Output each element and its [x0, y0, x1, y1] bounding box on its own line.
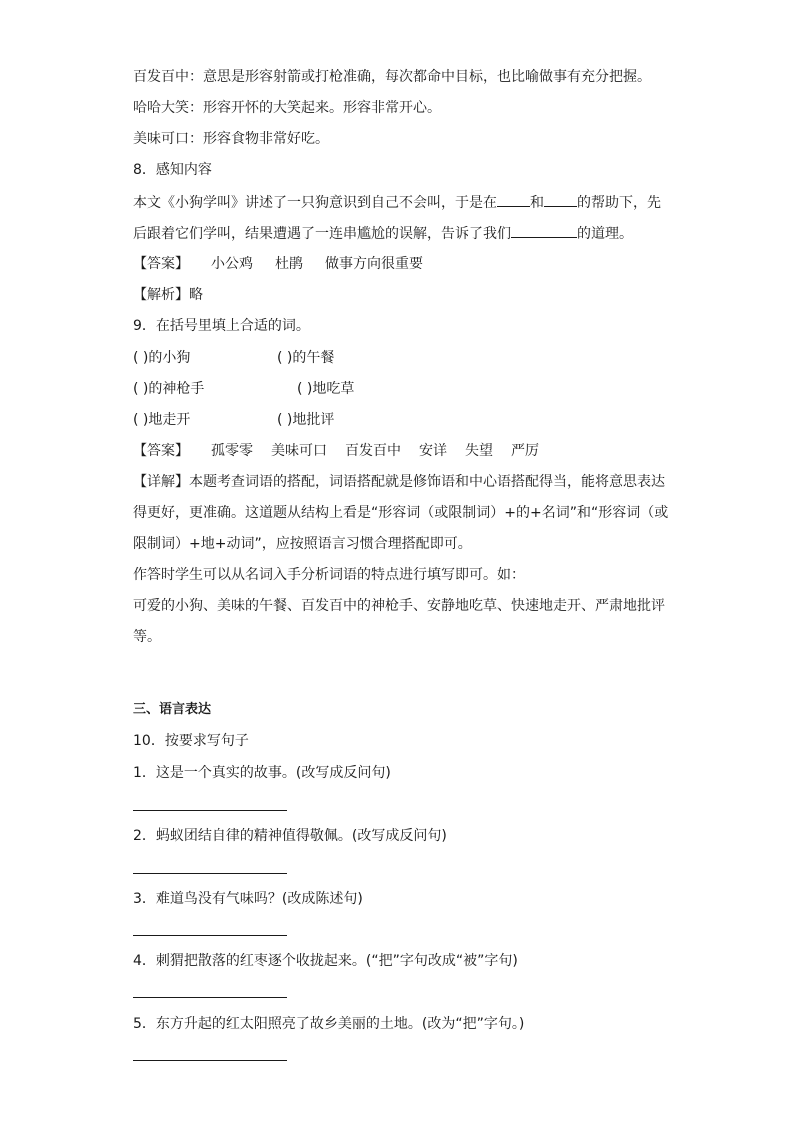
answer-item: 小公鸡: [211, 256, 253, 272]
q10-answer-line-2[interactable]: [133, 873, 287, 874]
section-3-heading: 三、语言表达: [133, 702, 212, 717]
answer-item: 杜鹃: [275, 256, 303, 272]
q8-text2-part-b: 的道理。: [577, 226, 633, 242]
q10-answer-line-5[interactable]: [133, 1060, 287, 1061]
idiom-explanation-baifa: 百发百中：意思是形容射箭或打枪准确，每次都命中目标，也比喻做事有充分把握。: [133, 69, 651, 85]
answer-item: 孤零零: [211, 443, 253, 459]
question-8-text-line2: [133, 223, 633, 244]
question-9-detail-line5: 可爱的小狗、美味的午餐、百发百中的神枪手、安静地吃草、快速地走开、严肃地批评: [133, 598, 665, 614]
answer-item: 百发百中: [345, 443, 401, 459]
answer-item: 失望: [465, 443, 493, 459]
q10-answer-line-4[interactable]: [133, 997, 287, 998]
detail-label: 【详解】: [133, 474, 189, 490]
detail-text: 本题考查词语的搭配，词语搭配就是修饰语和中心语搭配得当，能将意思表达: [189, 474, 665, 490]
q8-text2-part-a: 后跟着它们学叫，结果遭遇了一连串尴尬的误解，告诉了我们: [133, 226, 511, 242]
question-10-title: 10．按要求写句子: [133, 733, 249, 749]
question-8-text-line1: [133, 192, 661, 213]
answer-label: 【答案】: [133, 443, 189, 459]
q8-text-part-c: 的帮助下，先: [577, 195, 661, 211]
q10-item-5: 5．东方升起的红太阳照亮了故乡美丽的土地。(改为“把”字句。): [133, 1016, 525, 1032]
question-8-answer: [133, 254, 423, 274]
q8-blank-1[interactable]: [497, 192, 530, 207]
q8-blank-3[interactable]: [511, 223, 577, 238]
q10-item-1: 1．这是一个真实的故事。(改写成反问句): [133, 765, 391, 781]
q8-text-part-b: 和: [530, 195, 544, 211]
idiom-explanation-haha: 哈哈大笑：形容开怀的大笑起来。形容非常开心。: [133, 100, 441, 116]
q10-answer-line-3[interactable]: [133, 935, 287, 936]
q9-row1-col2: ( )的午餐: [277, 350, 335, 366]
q9-row3-col2: ( )地批评: [277, 412, 335, 428]
question-8-title: 8．感知内容: [133, 162, 212, 178]
question-9-answer: [133, 441, 539, 461]
q9-row2-col2: ( )地吃草: [297, 381, 355, 397]
q9-row2-col1: ( )的神枪手: [133, 381, 205, 397]
analysis-text: 略: [189, 287, 203, 303]
question-9-detail-line1: [133, 472, 665, 492]
q10-item-4: 4．刺猬把散落的红枣逐个收拢起来。(“把”字句改成“被”字句): [133, 953, 518, 969]
question-9-detail-line2: 得更好，更准确。这道题从结构上看是“形容词（或限制词）+的+名词”和“形容词（或: [133, 505, 669, 521]
q9-row3-col1: ( )地走开: [133, 412, 191, 428]
question-9-detail-line3: 限制词）+地+动词”，应按照语言习惯合理搭配即可。: [133, 536, 472, 552]
answer-item: 严厉: [511, 443, 539, 459]
idiom-explanation-meiwei: 美味可口：形容食物非常好吃。: [133, 131, 329, 147]
question-9-detail-line4: 作答时学生可以从名词入手分析词语的特点进行填写即可。如：: [133, 567, 525, 583]
question-8-analysis: [133, 285, 203, 305]
q10-item-2: 2．蚂蚁团结自律的精神值得敬佩。(改写成反问句): [133, 828, 447, 844]
answer-item: 美味可口: [271, 443, 327, 459]
q8-blank-2[interactable]: [544, 192, 577, 207]
answer-item: 做事方向很重要: [325, 256, 423, 272]
question-9-detail-line6: 等。: [133, 629, 161, 645]
q9-row1-col1: ( )的小狗: [133, 350, 191, 366]
answer-label: 【答案】: [133, 256, 189, 272]
q10-answer-line-1[interactable]: [133, 810, 287, 811]
q10-item-3: 3．难道鸟没有气味吗？(改成陈述句): [133, 891, 363, 907]
question-9-title: 9．在括号里填上合适的词。: [133, 318, 310, 334]
answer-item: 安详: [419, 443, 447, 459]
analysis-label: 【解析】: [133, 287, 189, 303]
q8-text-part-a: 本文《小狗学叫》讲述了一只狗意识到自己不会叫，于是在: [133, 195, 497, 211]
